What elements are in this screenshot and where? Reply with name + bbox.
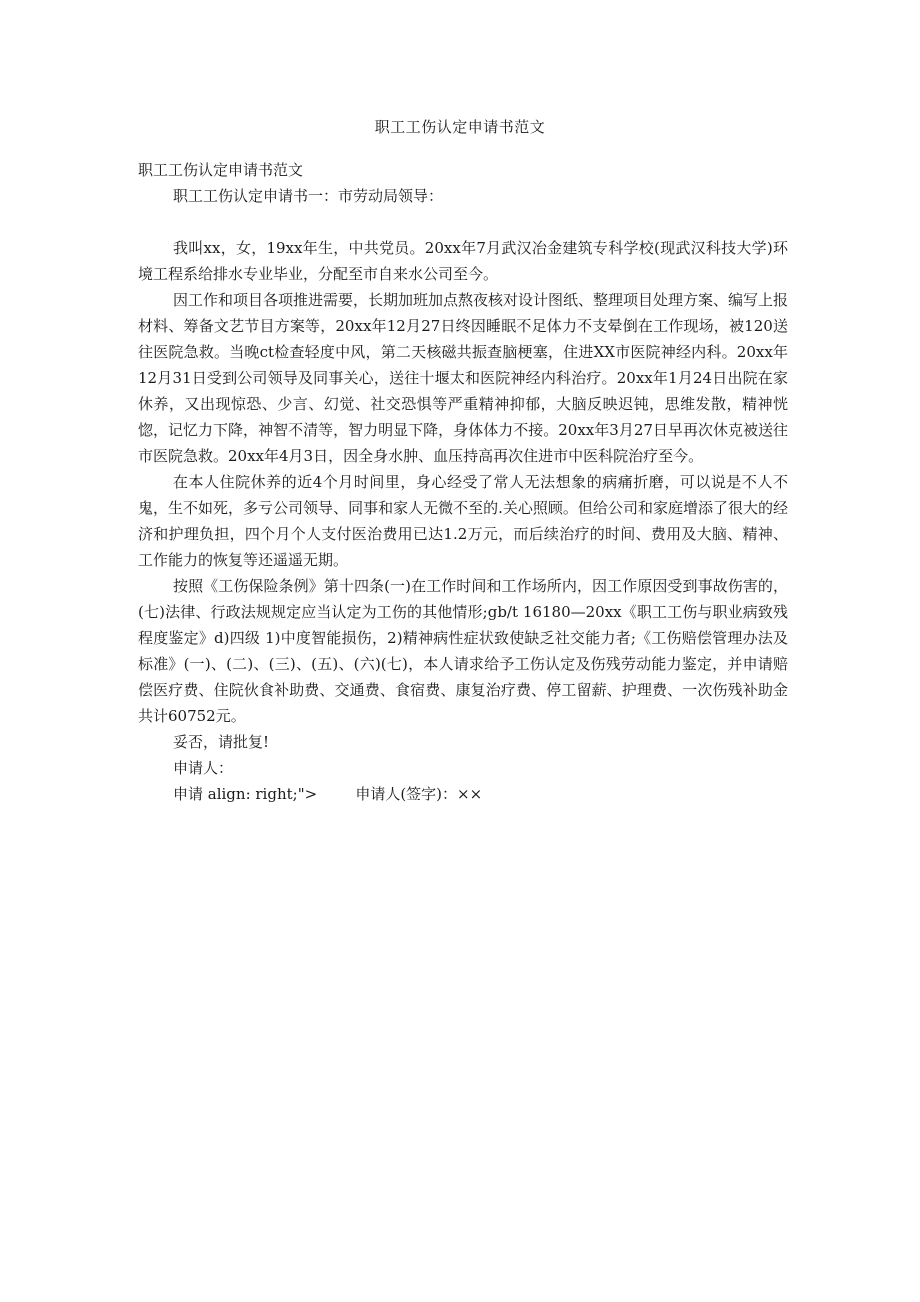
signature-line: 申请 align: right;"> 申请人(签字)：××	[173, 785, 483, 803]
paragraph-impact: 在本人住院休养的近4个月时间里，身心经受了常人无法想象的病痛折磨，可以说是不人不鬼，生不如死，多亏公司领导、同事和家人无微不至的.关心照顾。但给公司和家庭增添了很大的经济和护理负担，四个月个人支付医治费用已达1.2万元，而后续治疗的时间、费用及大脑、精神、工作能力的恢复等还遥遥无期。	[138, 473, 788, 569]
document-subtitle: 职工工伤认定申请书范文	[138, 161, 304, 179]
applicant-label: 申请人：	[173, 759, 234, 777]
blank-line	[138, 209, 788, 235]
paragraph-closing: 妥否，请批复!	[173, 733, 270, 751]
paragraph-intro: 我叫xx，女，19xx年生，中共党员。20xx年7月武汉冶金建筑专科学校(现武汉科技大学)环境工程系给排水专业毕业，分配至市自来水公司至今。	[138, 239, 788, 283]
document-body	[138, 157, 788, 807]
paragraph-incident: 因工作和项目各项推进需要，长期加班加点熬夜核对设计图纸、整理项目处理方案、编写上报材料、筹备文艺节目方案等，20xx年12月27日终因睡眠不足体力不支晕倒在工作现场，被120送往医院急救。当晚ct检查轻度中风，第二天核磁共振查脑梗塞，住进XX市医院神经内科。20xx年12月31日受到公司领导及同事关心，送往十堰太和医院神经内科治疗。20xx年1月24日出院在家休养，又出现惊恐、少言、幻觉、社交恐惧等严重精神抑郁，大脑反映迟钝，思维发散，精神恍惚，记忆力下降，神智不清等，智力明显下降，身体体力不接。20xx年3月27日早再次休克被送往市医院急救。20xx年4月3日，因全身水肿、血压持高再次住进市中医科院治疗至今。	[138, 291, 789, 465]
document-title: 职工工伤认定申请书范文	[374, 118, 546, 136]
paragraph-legal-basis: 按照《工伤保险条例》第十四条(一)在工作时间和工作场所内，因工作原因受到事故伤害的，(七)法律、行政法规规定应当认定为工伤的其他情形;gb/t 16180—20xx《职工工伤与职业病致残程度鉴定》d)四级 1)中度智能损伤，2)精神病性症状致使缺乏社交能力者;《工伤赔偿管理办法及标准》(一)、(二)、(三)、(五)、(六)(七)，本人请求给予工伤认定及伤残劳动能力鉴定，并申请赔偿医疗费、住院伙食补助费、交通费、食宿费、康复治疗费、停工留薪、护理费、一次伤残补助金共计60752元。	[138, 577, 788, 725]
salutation: 职工工伤认定申请书一：市劳动局领导：	[173, 187, 444, 205]
